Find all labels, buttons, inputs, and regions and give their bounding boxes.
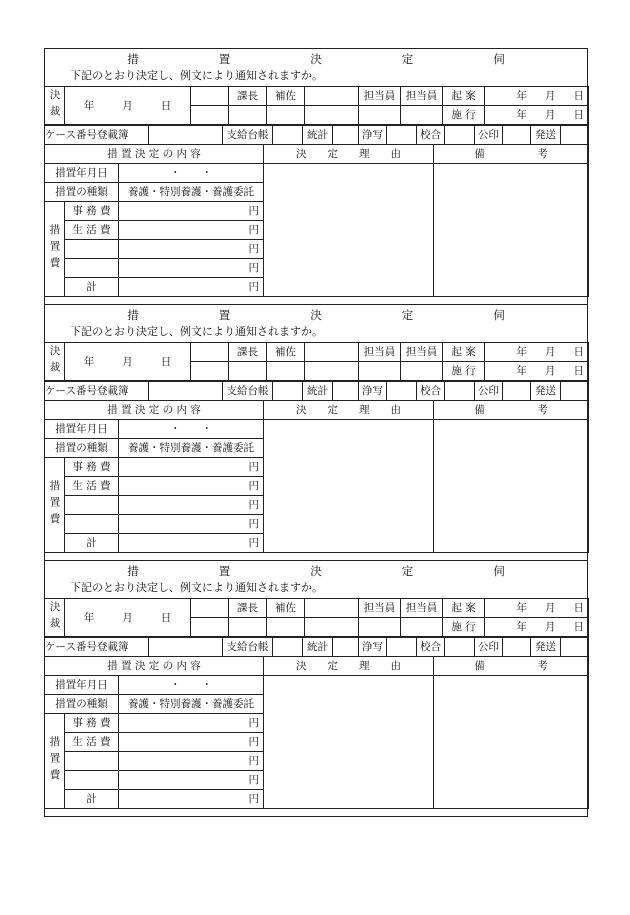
seal-cell[interactable]	[267, 618, 305, 637]
seal-cell[interactable]	[229, 106, 267, 125]
effective-date[interactable]	[485, 618, 589, 637]
effective-date[interactable]	[485, 362, 589, 381]
approver-label: 担当員	[401, 87, 443, 106]
office-cost-label: 事 務 費	[65, 458, 119, 477]
blank-cell[interactable]	[387, 126, 417, 145]
remarks-field[interactable]	[434, 676, 589, 809]
living-cost-label: 生 活 費	[65, 221, 119, 240]
approver-label: 補佐	[267, 343, 305, 362]
title-char: 置	[218, 52, 231, 66]
effective-label: 施 行	[443, 618, 485, 637]
month-label: 月	[122, 99, 133, 112]
form-subtitle: 下記のとおり決定し、例文により通知されますか。	[70, 325, 323, 338]
title-char: 置	[218, 308, 231, 322]
form-subtitle: 下記のとおり決定し、例文により通知されますか。	[70, 69, 323, 82]
content-header: 措 置 決 定 の 内 容	[45, 657, 264, 676]
month-label: 月	[545, 346, 556, 358]
month-label: 月	[545, 621, 556, 633]
office-cost-amount[interactable]: 円	[119, 458, 264, 477]
decision-date[interactable]	[65, 87, 191, 125]
statistics-label: 統計	[303, 126, 333, 145]
proofread-label: 校合	[417, 126, 445, 145]
official-seal-label: 公印	[475, 638, 503, 657]
blank-cell[interactable]	[445, 638, 475, 657]
title-char: 措	[127, 308, 139, 322]
approver-label: 補佐	[267, 599, 305, 618]
blank-cell[interactable]	[387, 382, 417, 401]
seal-cell[interactable]	[359, 106, 401, 125]
draft-date[interactable]	[485, 87, 589, 106]
month-label: 月	[122, 355, 133, 368]
year-label: 年	[516, 602, 527, 614]
blank-cell[interactable]	[333, 126, 359, 145]
approval-table	[44, 342, 589, 381]
living-cost-amount[interactable]: 円	[119, 733, 264, 752]
year-label: 年	[516, 90, 527, 102]
approver-label: 担当員	[401, 343, 443, 362]
case-register-label: ケース番号登載簿	[45, 638, 149, 657]
registry-table	[44, 125, 589, 145]
measure-type-value[interactable]: 養護・特別養護・養護委託	[119, 439, 264, 458]
title-char: 措	[127, 52, 139, 66]
decision-label: 決裁	[45, 599, 65, 637]
office-cost-amount[interactable]: 円	[119, 202, 264, 221]
measure-type-label: 措置の種類	[45, 439, 119, 458]
living-cost-label: 生 活 費	[65, 733, 119, 752]
case-register-label: ケース番号登載簿	[45, 382, 149, 401]
title-char: 定	[401, 308, 414, 322]
total-label: 計	[65, 278, 119, 297]
living-cost-amount[interactable]: 円	[119, 477, 264, 496]
remarks-field[interactable]	[434, 164, 589, 297]
day-label: 日	[573, 90, 584, 102]
cost-amount[interactable]: 円	[119, 259, 264, 278]
blank-cell[interactable]	[333, 638, 359, 657]
blank-cost-label[interactable]	[65, 515, 119, 534]
remarks-header: 備 考	[434, 657, 589, 676]
approver-label: 課長	[229, 87, 267, 106]
measure-date-label: 措置年月日	[45, 420, 119, 439]
draft-date[interactable]	[485, 599, 589, 618]
remarks-field[interactable]	[434, 420, 589, 553]
blank-cell[interactable]	[273, 126, 303, 145]
decision-block	[44, 560, 588, 817]
seal-cell[interactable]	[191, 618, 229, 637]
approval-table	[44, 86, 589, 125]
measure-date-label: 措置年月日	[45, 676, 119, 695]
day-label: 日	[573, 621, 584, 633]
seal-cell[interactable]	[229, 618, 267, 637]
blank-cell[interactable]	[445, 126, 475, 145]
cost-amount[interactable]: 円	[119, 752, 264, 771]
case-register-label: ケース番号登載簿	[45, 126, 149, 145]
seal-cell[interactable]	[401, 618, 443, 637]
total-amount[interactable]: 円	[119, 534, 264, 553]
draft-label: 起 案	[443, 599, 485, 618]
content-header: 措 置 決 定 の 内 容	[45, 401, 264, 420]
blank-cell[interactable]	[191, 87, 229, 106]
approver-label: 補佐	[267, 87, 305, 106]
blank-cell[interactable]	[333, 382, 359, 401]
title-char: 伺	[493, 564, 505, 578]
proofread-label: 校合	[417, 638, 445, 657]
blank-cell[interactable]	[445, 382, 475, 401]
total-amount[interactable]: 円	[119, 278, 264, 297]
seal-cell[interactable]	[305, 106, 359, 125]
proofread-label: 校合	[417, 382, 445, 401]
blank-cell[interactable]	[191, 343, 229, 362]
measure-date-label: 措置年月日	[45, 164, 119, 183]
content-table	[44, 656, 589, 809]
blank-cost-label[interactable]	[65, 771, 119, 790]
seal-cell[interactable]	[359, 618, 401, 637]
title-char: 措	[127, 564, 139, 578]
title-char: 伺	[493, 308, 505, 322]
title-char: 決	[310, 308, 322, 322]
payment-ledger-label: 支給台帳	[223, 638, 273, 657]
seal-cell[interactable]	[191, 106, 229, 125]
total-amount[interactable]: 円	[119, 790, 264, 809]
seal-cell[interactable]	[191, 362, 229, 381]
measure-type-label: 措置の種類	[45, 183, 119, 202]
seal-cell[interactable]	[305, 362, 359, 381]
blank-cost-label[interactable]	[65, 752, 119, 771]
title-char: 定	[401, 564, 414, 578]
decision-label: 決裁	[45, 343, 65, 381]
total-label: 計	[65, 790, 119, 809]
month-label: 月	[545, 365, 556, 377]
title-char: 決	[310, 52, 322, 66]
cost-amount[interactable]: 円	[119, 771, 264, 790]
blank-cell[interactable]	[503, 638, 531, 657]
effective-date[interactable]	[485, 106, 589, 125]
blank-cell[interactable]	[149, 382, 223, 401]
month-label: 月	[545, 602, 556, 614]
payment-ledger-label: 支給台帳	[223, 126, 273, 145]
draft-label: 起 案	[443, 87, 485, 106]
cost-label: 措置費	[45, 202, 65, 297]
decision-date[interactable]	[65, 343, 191, 381]
year-label: 年	[83, 99, 95, 112]
measure-date-value[interactable]: ・ ・	[119, 676, 264, 695]
year-label: 年	[83, 611, 95, 624]
measure-type-label: 措置の種類	[45, 695, 119, 714]
day-label: 日	[573, 109, 584, 121]
approver-label: 課長	[229, 599, 267, 618]
month-label: 月	[545, 90, 556, 102]
day-label: 日	[160, 99, 172, 112]
day-label: 日	[160, 611, 172, 624]
day-label: 日	[573, 365, 584, 377]
living-cost-amount[interactable]: 円	[119, 221, 264, 240]
total-label: 計	[65, 534, 119, 553]
effective-label: 施 行	[443, 362, 485, 381]
form-subtitle: 下記のとおり決定し、例文により通知されますか。	[70, 581, 323, 594]
title-char: 置	[218, 564, 231, 578]
measure-date-value[interactable]: ・ ・	[119, 420, 264, 439]
blank-cell[interactable]	[561, 638, 589, 657]
decision-date[interactable]	[65, 599, 191, 637]
effective-label: 施 行	[443, 106, 485, 125]
clean-copy-label: 浄写	[359, 638, 387, 657]
blank-cell[interactable]	[149, 126, 223, 145]
reason-header: 決 定 理 由	[264, 145, 434, 164]
cost-label: 措置費	[45, 458, 65, 553]
decision-label: 決裁	[45, 87, 65, 125]
blank-cell[interactable]	[191, 599, 229, 618]
seal-cell[interactable]	[359, 362, 401, 381]
year-label: 年	[516, 346, 527, 358]
cost-amount[interactable]: 円	[119, 515, 264, 534]
day-label: 日	[573, 346, 584, 358]
statistics-label: 統計	[303, 382, 333, 401]
form-title	[45, 563, 587, 579]
reason-header: 決 定 理 由	[264, 657, 434, 676]
blank-cell[interactable]	[273, 638, 303, 657]
approver-label: 課長	[229, 343, 267, 362]
seal-cell[interactable]	[267, 106, 305, 125]
day-label: 日	[573, 602, 584, 614]
blank-cell[interactable]	[149, 638, 223, 657]
blank-cell[interactable]	[503, 382, 531, 401]
form-title	[45, 307, 587, 323]
content-table	[44, 144, 589, 297]
title-char: 伺	[493, 52, 505, 66]
living-cost-label: 生 活 費	[65, 477, 119, 496]
draft-label: 起 案	[443, 343, 485, 362]
blank-cell[interactable]	[561, 126, 589, 145]
approver-label: 担当員	[359, 343, 401, 362]
content-header: 措 置 決 定 の 内 容	[45, 145, 264, 164]
draft-date[interactable]	[485, 343, 589, 362]
office-cost-amount[interactable]: 円	[119, 714, 264, 733]
office-cost-label: 事 務 費	[65, 714, 119, 733]
office-cost-label: 事 務 費	[65, 202, 119, 221]
blank-cell[interactable]	[305, 599, 359, 618]
approver-label: 担当員	[401, 599, 443, 618]
decision-block	[44, 304, 588, 561]
measure-type-value[interactable]: 養護・特別養護・養護委託	[119, 695, 264, 714]
blank-cell[interactable]	[387, 638, 417, 657]
decision-block	[44, 48, 588, 305]
reason-field[interactable]	[264, 420, 434, 553]
cost-amount[interactable]: 円	[119, 240, 264, 259]
blank-cost-label[interactable]	[65, 259, 119, 278]
title-char: 定	[401, 52, 414, 66]
year-label: 年	[83, 355, 95, 368]
dispatch-label: 発送	[531, 382, 561, 401]
blank-cell[interactable]	[305, 87, 359, 106]
official-seal-label: 公印	[475, 382, 503, 401]
blank-cell[interactable]	[305, 343, 359, 362]
content-table	[44, 400, 589, 553]
clean-copy-label: 浄写	[359, 382, 387, 401]
cost-amount[interactable]: 円	[119, 496, 264, 515]
blank-cell[interactable]	[273, 382, 303, 401]
remarks-header: 備 考	[434, 401, 589, 420]
title-char: 決	[310, 564, 322, 578]
cost-label: 措置費	[45, 714, 65, 809]
measure-date-value[interactable]: ・ ・	[119, 164, 264, 183]
statistics-label: 統計	[303, 638, 333, 657]
dispatch-label: 発送	[531, 126, 561, 145]
reason-field[interactable]	[264, 676, 434, 809]
seal-cell[interactable]	[305, 618, 359, 637]
year-label: 年	[516, 621, 527, 633]
year-label: 年	[516, 109, 527, 121]
month-label: 月	[122, 611, 133, 624]
reason-field[interactable]	[264, 164, 434, 297]
approver-label: 担当員	[359, 87, 401, 106]
approver-label: 担当員	[359, 599, 401, 618]
blank-cost-label[interactable]	[65, 496, 119, 515]
measure-type-value[interactable]: 養護・特別養護・養護委託	[119, 183, 264, 202]
seal-cell[interactable]	[401, 362, 443, 381]
day-label: 日	[160, 355, 172, 368]
blank-cell[interactable]	[561, 382, 589, 401]
blank-cell[interactable]	[503, 126, 531, 145]
seal-cell[interactable]	[401, 106, 443, 125]
clean-copy-label: 浄写	[359, 126, 387, 145]
blank-cost-label[interactable]	[65, 240, 119, 259]
seal-cell[interactable]	[229, 362, 267, 381]
payment-ledger-label: 支給台帳	[223, 382, 273, 401]
registry-table	[44, 381, 589, 401]
form-title	[45, 51, 587, 67]
official-seal-label: 公印	[475, 126, 503, 145]
registry-table	[44, 637, 589, 657]
approval-table	[44, 598, 589, 637]
reason-header: 決 定 理 由	[264, 401, 434, 420]
month-label: 月	[545, 109, 556, 121]
form-page	[44, 48, 588, 817]
dispatch-label: 発送	[531, 638, 561, 657]
remarks-header: 備 考	[434, 145, 589, 164]
seal-cell[interactable]	[267, 362, 305, 381]
year-label: 年	[516, 365, 527, 377]
